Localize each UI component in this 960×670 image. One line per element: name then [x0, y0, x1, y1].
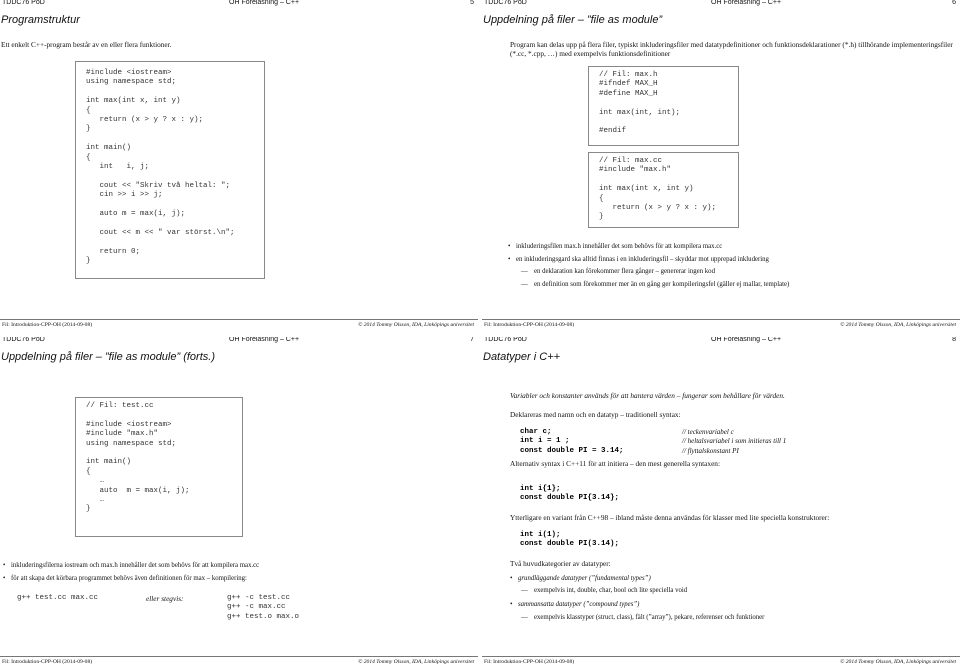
footer-copyright: © 2014 Tommy Olsson, IDA, Linköpings universitet [840, 659, 956, 665]
paragraph-3: Alternativ syntax i C++11 för att initiera – den mest generella syntaxen: [510, 459, 720, 468]
course-code: TDDC76 PoD [2, 337, 45, 343]
brace-init-code: int i{1}; const double PI{3.14}; [520, 485, 620, 503]
slide-footer [0, 319, 478, 331]
slide-5 [0, 0, 478, 333]
bullet-2: • en inkluderingsgard ska alltid finnas i en inkluderingsfil – skyddar mot upprepad inkludering [516, 256, 769, 265]
slide-title: Programstruktur [1, 14, 80, 26]
paren-init-code: int i(1); const double PI(3.14); [520, 531, 620, 549]
lecture-title: OH Föreläsning – C++ [711, 337, 782, 343]
code-max-cc: // Fil: max.cc #include "max.h" int max(int x, int y) { return (x > y ? x : y); } [599, 157, 717, 222]
slide-title: Datatyper i C++ [483, 351, 561, 363]
code-listing: #include <iostream> using namespace std; int max(int x, int y) { return (x > y ? x : y); } int main() { int i, j; cout << "Skriv två heltal: "; cin >> i >> j; auto m = max(i, j); cout << m << " var störst.\n"; return 0; } [86, 69, 235, 266]
sub-bullet-2: — exempelvis klasstyper (struct, class), fält (”array”), pekare, referenser och funktioner [534, 614, 764, 623]
bullet-2: • sammansatta datatyper (”compound types”) [518, 601, 639, 610]
course-code: TDDC76 PoD [2, 0, 45, 6]
course-code: TDDC76 PoD [484, 0, 527, 6]
footer-copyright: © 2014 Tommy Olsson, IDA, Linköpings universitet [358, 322, 474, 328]
paragraph-1: Variabler och konstanter används för att hantera värden – fungerar som behållare för värden. [510, 391, 785, 400]
slide-8 [482, 337, 960, 670]
code-max-h: // Fil: max.h #ifndef MAX_H #define MAX_H int max(int, int); #endif [599, 71, 681, 136]
declaration-comments: // teckenvariabel c // heltalsvariabel i som initieras till 1 // flyttalskonstant PI [682, 428, 787, 455]
course-code: TDDC76 PoD [484, 337, 527, 343]
paragraph-2: Deklareras med namn och en datatyp – traditionell syntax: [510, 410, 681, 419]
bullet-1: • inkluderingsfilen max.h innehåller det som behövs för att kompilera max.cc [516, 243, 722, 252]
slide-footer [482, 319, 960, 331]
slide-header [0, 337, 478, 346]
declaration-code: char c; int i = 1 ; const double PI = 3.14; [520, 428, 624, 455]
page-number: 7 [470, 337, 474, 343]
compile-command: g++ test.cc max.cc [17, 594, 99, 602]
footer-copyright: © 2014 Tommy Olsson, IDA, Linköpings universitet [358, 659, 474, 665]
slide-header [0, 0, 478, 9]
slide-header [482, 337, 960, 346]
lecture-title: OH Föreläsning – C++ [711, 0, 782, 6]
sub-bullet-2: — en definition som förekommer mer än en gång ger kompileringsfel (gäller ej mallar, template) [534, 281, 789, 290]
footer-file: Fil: Introduktion-CPP-OH (2014-09-08) [2, 659, 93, 665]
lecture-title: OH Föreläsning – C++ [229, 337, 300, 343]
bullet-2: • för att skapa det körbara programmet behövs även definitionen för max – kompilering: [11, 575, 247, 584]
stepwise-label: eller stegvis: [146, 594, 184, 603]
page-number: 6 [952, 0, 956, 6]
paragraph-5: Två huvudkategorier av datatyper: [510, 559, 611, 568]
page-number: 8 [952, 337, 956, 343]
footer-copyright: © 2014 Tommy Olsson, IDA, Linköpings universitet [840, 322, 956, 328]
slide-title: Uppdelning på filer – ”file as module” (forts.) [1, 351, 215, 363]
sub-bullet-1: — exempelvis int, double, char, bool och lite speciella void [534, 587, 687, 596]
slide-6 [482, 0, 960, 333]
bullet-1: • inkluderingsfilerna iostream och max.h innehåller det som behövs för att kompilera max.cc [11, 562, 259, 571]
footer-file: Fil: Introduktion-CPP-OH (2014-09-08) [484, 322, 575, 328]
stepwise-commands: g++ -c test.cc g++ -c max.cc g++ test.o max.o [227, 594, 300, 621]
lecture-title: OH Föreläsning – C++ [229, 0, 300, 6]
paragraph-4: Ytterligare en variant från C++98 – ibland måste denna användas för klasser med lite speciella konstruktorer: [510, 513, 830, 522]
slide-footer [482, 656, 960, 668]
intro-text: Program kan delas upp på flera filer, typiskt inkluderingsfiler med datatypdefinitioner och funktionsdeklarationer (*.h) tillhörande implementeringsfiler (*.cc, *.cpp, …) med exempelvis funktionsdefinitioner [510, 40, 953, 58]
footer-file: Fil: Introduktion-CPP-OH (2014-09-08) [484, 659, 575, 665]
code-test-cc: // Fil: test.cc #include <iostream> #include "max.h" using namespace std; int main() { … auto m = max(i, j); … } [86, 402, 190, 514]
slide-footer [0, 656, 478, 668]
intro-text: Ett enkelt C++-program består av en eller flera funktioner. [1, 40, 172, 49]
slide-title: Uppdelning på filer – ”file as module” [483, 14, 663, 26]
sub-bullet-1: — en deklaration kan förekommer flera gånger – genererar ingen kod [534, 268, 715, 277]
footer-file: Fil: Introduktion-CPP-OH (2014-09-08) [2, 322, 93, 328]
slide-7 [0, 337, 478, 670]
slide-header [482, 0, 960, 9]
bullet-1: • grundläggande datatyper (”fundamental types”) [518, 575, 651, 584]
page-number: 5 [470, 0, 474, 6]
